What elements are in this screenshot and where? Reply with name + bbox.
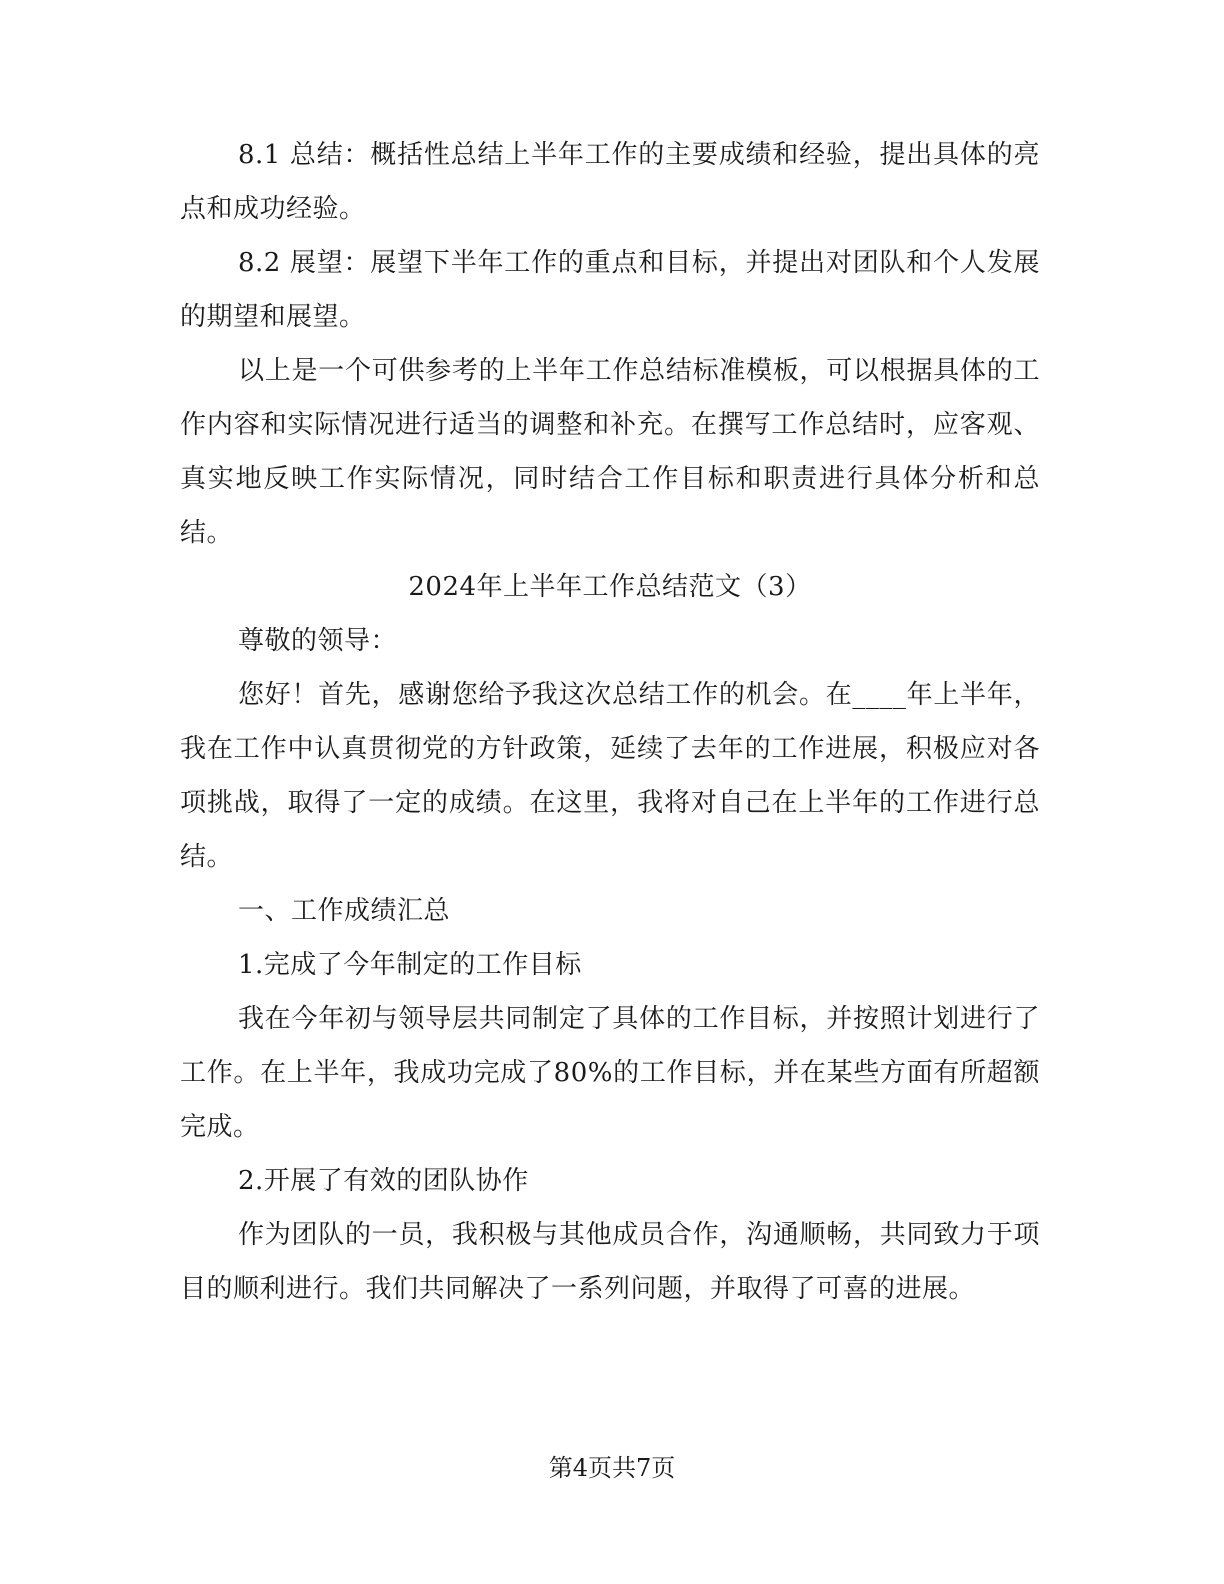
subheading-teamwork: 2.开展了有效的团队协作 [238, 1166, 529, 1196]
paragraph-greeting: 您好！首先，感谢您给予我这次总结工作的机会。在____年上半年，我在工作中认真贯彻党的方针政策，延续了去年的工作进展，积极应对各项挑战，取得了一定的成绩。在这里，我将对自己在上半年的工作进行总结。 [180, 680, 1040, 872]
section-heading-achievements: 一、工作成绩汇总 [238, 896, 451, 926]
paragraph-template-note: 以上是一个可供参考的上半年工作总结标准模板，可以根据具体的工作内容和实际情况进行适当的调整和补充。在撰写工作总结时，应客观、真实地反映工作实际情况，同时结合工作目标和职责进行具体分析和总结。 [180, 356, 1040, 548]
page-number-footer: 第4页共7页 [548, 1454, 676, 1482]
paragraph-teamwork: 作为团队的一员，我积极与其他成员合作，沟通顺畅，共同致力于项目的顺利进行。我们共同解决了一系列问题，并取得了可喜的进展。 [180, 1220, 1040, 1304]
document-body [180, 128, 1040, 1316]
paragraph-goals: 我在今年初与领导层共同制定了具体的工作目标，并按照计划进行了工作。在上半年，我成功完成了80%的工作目标，并在某些方面有所超额完成。 [180, 1004, 1040, 1142]
subheading-goals: 1.完成了今年制定的工作目标 [238, 950, 582, 980]
salutation: 尊敬的领导： [238, 626, 398, 656]
paragraph-outlook: 8.2 展望：展望下半年工作的重点和目标，并提出对团队和个人发展的期望和展望。 [180, 248, 1040, 332]
paragraph-summary: 8.1 总结：概括性总结上半年工作的主要成绩和经验，提出具体的亮点和成功经验。 [180, 140, 1040, 224]
document-title: 2024年上半年工作总结范文（3） [408, 572, 812, 602]
